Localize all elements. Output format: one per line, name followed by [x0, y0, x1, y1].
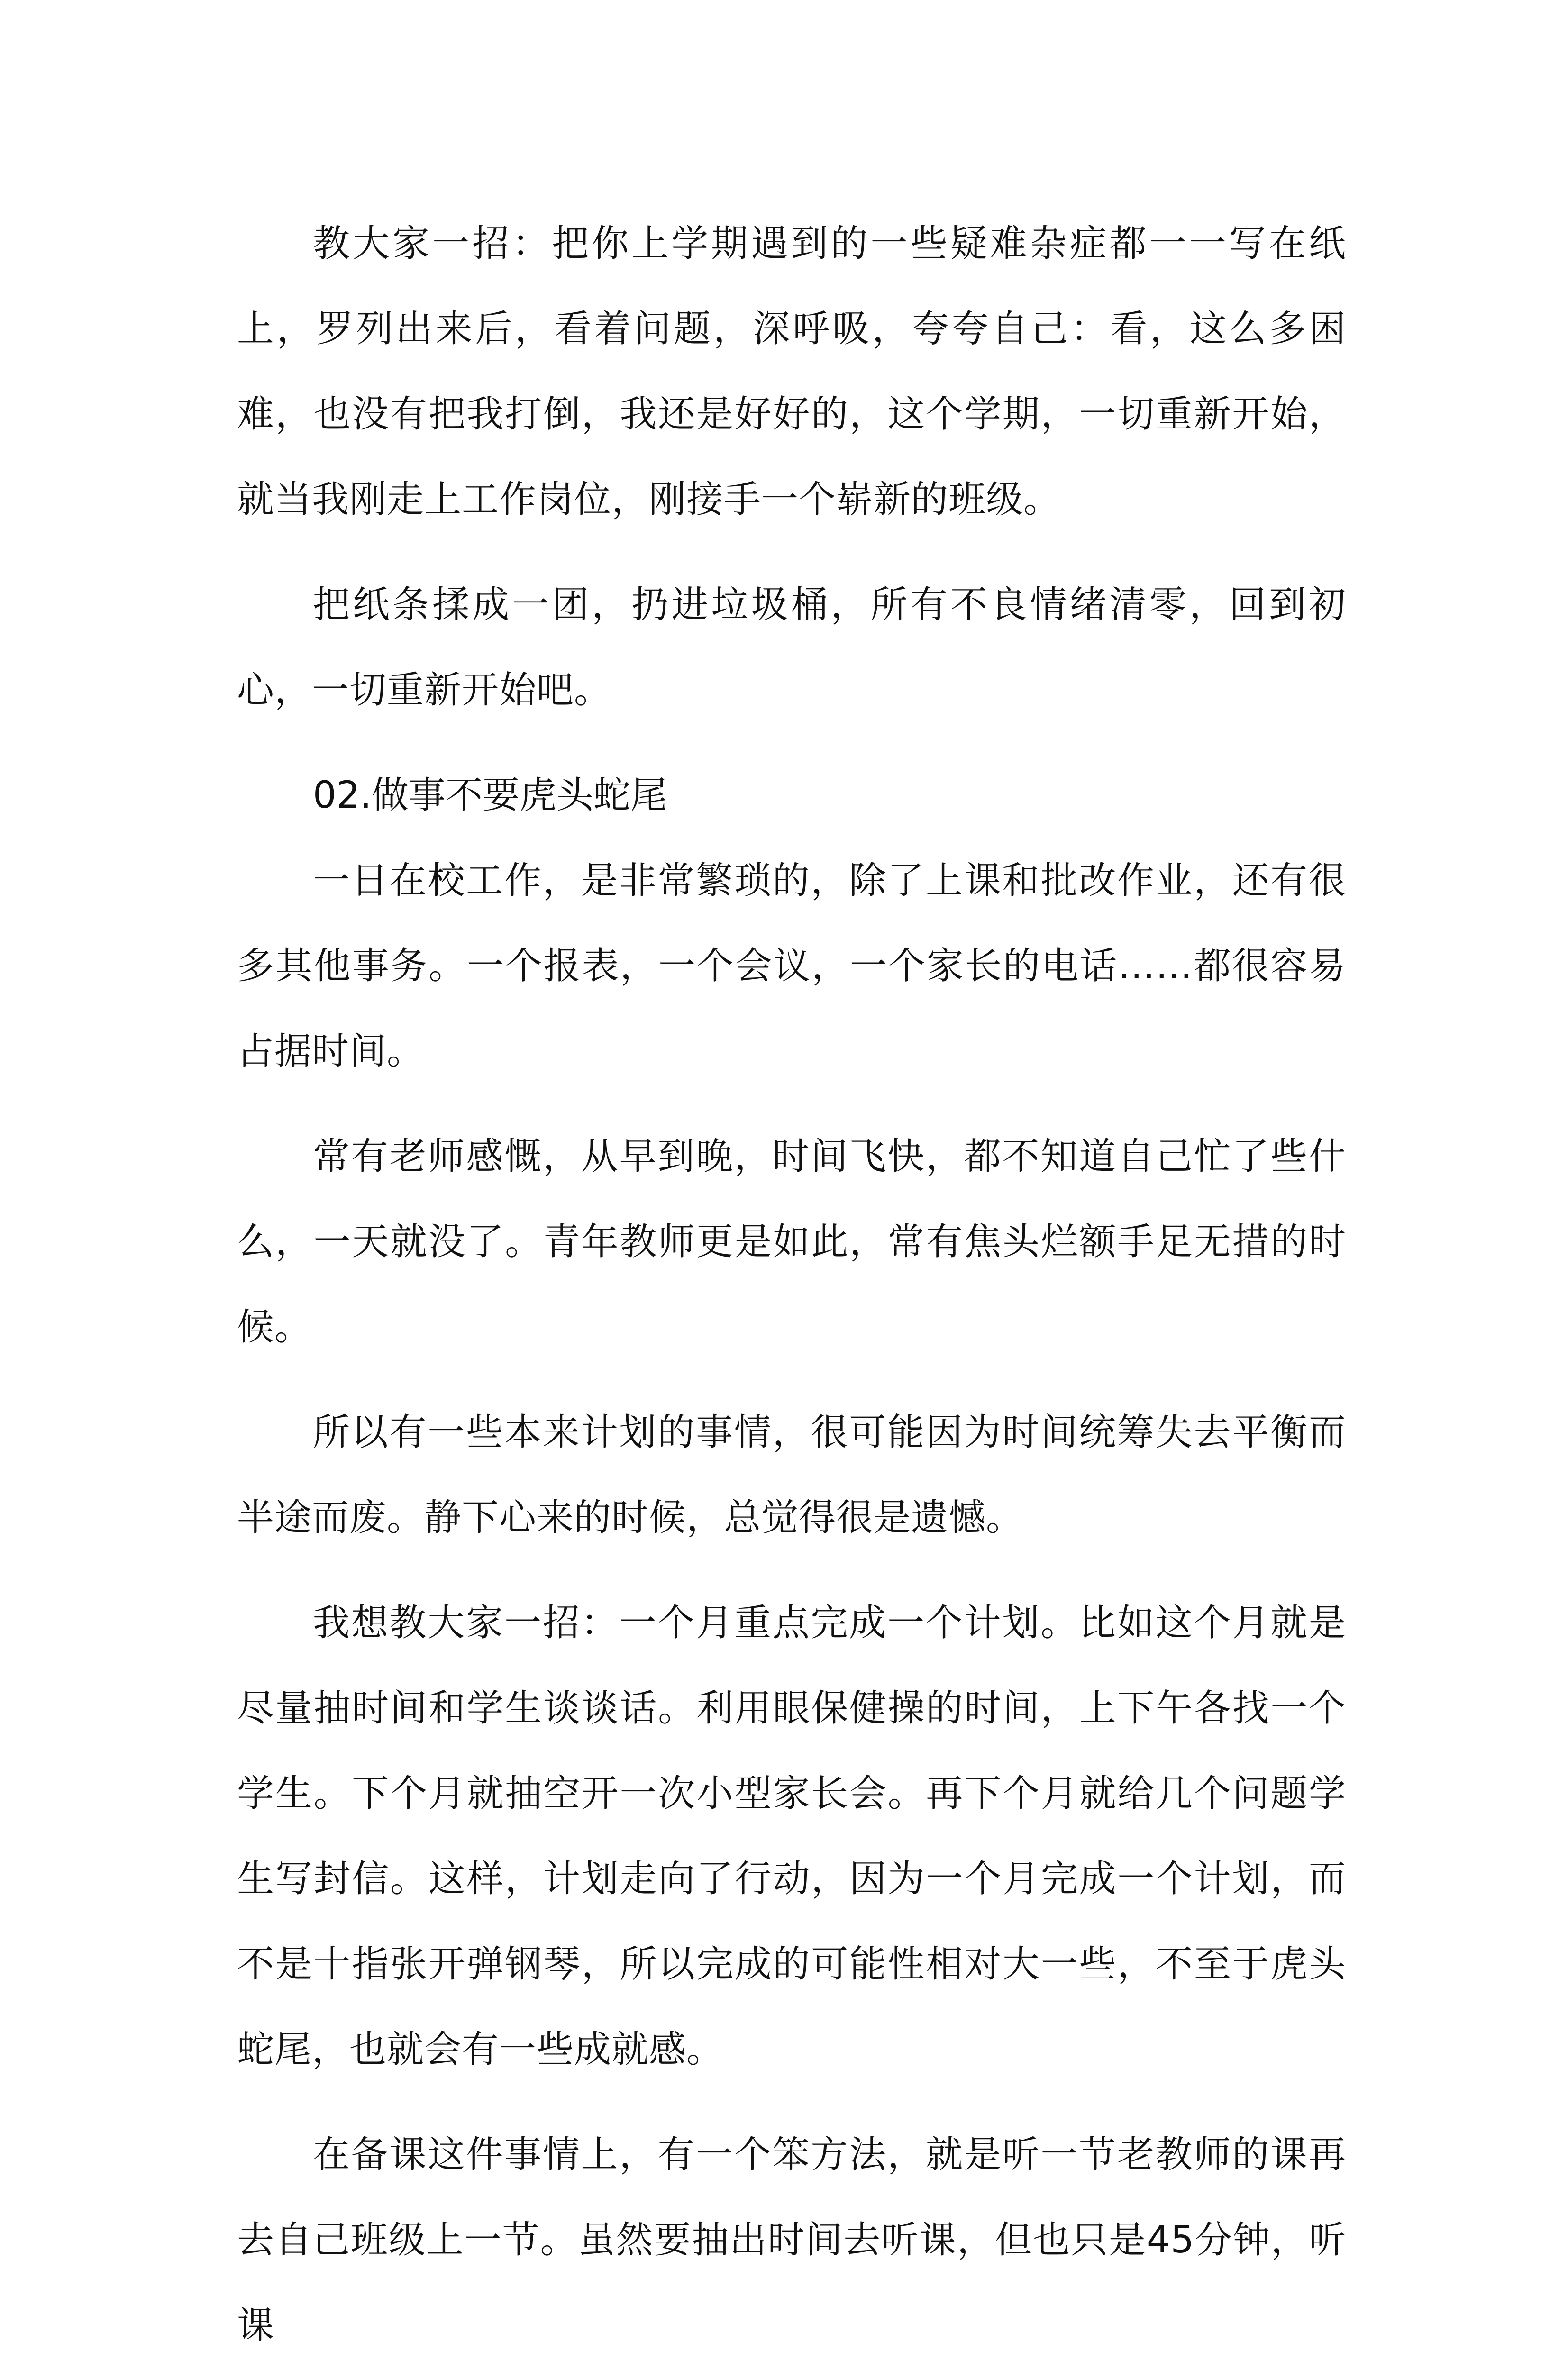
section-heading: 02.做事不要虎头蛇尾	[313, 774, 668, 817]
paragraph-intro-trick: 教大家一招：把你上学期遇到的一些疑难杂症都一一写在纸上，罗列出来后，看着问题，深呼吸，夸夸自己：看，这么多困难，也没有把我打倒，我还是好好的，这个学期，一切重新开始，就当我刚走上工作岗位，刚接手一个崭新的班级。	[237, 222, 1346, 521]
paragraph-teacher-sigh: 常有老师感慨，从早到晚，时间飞快，都不知道自己忙了些什么，一天就没了。青年教师更是如此，常有焦头烂额手足无措的时候。	[237, 1135, 1346, 1349]
paragraph-lesson-prep: 在备课这件事情上，有一个笨方法，就是听一节老教师的课再去自己班级上一节。虽然要抽出时间去听课，但也只是45分钟，听课	[237, 2133, 1346, 2347]
paragraph-monthly-plan: 我想教大家一招：一个月重点完成一个计划。比如这个月就是尽量抽时间和学生谈谈话。利用眼保健操的时间，上下午各找一个学生。下个月就抽空开一次小型家长会。再下个月就给几个问题学生写封信。这样，计划走向了行动，因为一个月完成一个计划，而不是十指张开弹钢琴，所以完成的可能性相对大一些，不至于虎头蛇尾，也就会有一些成就感。	[237, 1602, 1346, 2071]
document-body	[237, 201, 1346, 2370]
paragraph-crumple-note: 把纸条揉成一团，扔进垃圾桶，所有不良情绪清零，回到初心，一切重新开始吧。	[237, 583, 1346, 711]
paragraph-plans-abandoned: 所以有一些本来计划的事情，很可能因为时间统筹失去平衡而半途而废。静下心来的时候，总觉得很是遗憾。	[237, 1411, 1346, 1539]
paragraph-daily-work: 一日在校工作，是非常繁琐的，除了上课和批改作业，还有很多其他事务。一个报表，一个会议，一个家长的电话……都很容易占据时间。	[237, 859, 1346, 1073]
